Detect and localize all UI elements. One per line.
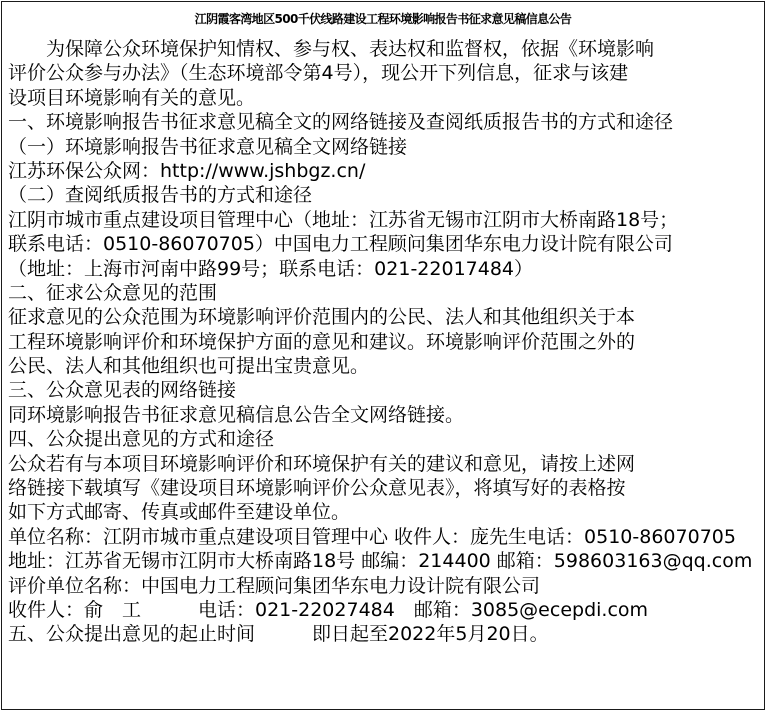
body-line: 评价公众参与办法》（生态环境部令第4号），现公开下列信息，征求与该建 bbox=[8, 62, 629, 85]
notice-title: 江阴霞客湾地区500千伏线路建设工程环境影响报告书征求意见稿信息公告 bbox=[194, 12, 572, 26]
body-line: 络链接下载填写《建设项目环境影响评价公众意见表》，将填写好的表格按 bbox=[8, 477, 626, 500]
body-line: （地址：上海市河南中路99号；联系电话：021-22017484） bbox=[8, 257, 534, 280]
notice-document bbox=[1, 1, 765, 710]
subsection-heading-1-1: （一）环境影响报告书征求意见稿全文网络链接 bbox=[8, 135, 408, 158]
body-line: 设项目环境影响有关的意见。 bbox=[8, 86, 256, 109]
section-heading-5: 五、公众提出意见的起止时间 即日起至2022年5月20日。 bbox=[8, 623, 549, 646]
body-line: 公众若有与本项目环境影响评价和环境保护有关的建议和意见，请按上述网 bbox=[8, 452, 636, 475]
contact-line: 地址：江苏省无锡市江阴市大桥南路18号 邮编：214400 邮箱：598603163@qq.com bbox=[8, 550, 753, 573]
section-heading-4: 四、公众提出意见的方式和途径 bbox=[8, 428, 275, 451]
body-line: 联系电话：0510-86070705）中国电力工程顾问集团华东电力设计院有限公司 bbox=[8, 233, 673, 256]
section-heading-3: 三、公众意见表的网络链接 bbox=[8, 379, 237, 402]
section-heading-1: 一、环境影响报告书征求意见稿全文的网络链接及查阅纸质报告书的方式和途径 bbox=[8, 111, 674, 134]
body-line: 同环境影响报告书征求意见稿信息公告全文网络链接。 bbox=[8, 403, 465, 426]
contact-line: 评价单位名称：中国电力工程顾问集团华东电力设计院有限公司 bbox=[8, 574, 541, 597]
body-line: 如下方式邮寄、传真或邮件至建设单位。 bbox=[8, 501, 351, 524]
body-line: 公民、法人和其他组织也可提出宝贵意见。 bbox=[8, 355, 370, 378]
body-line: 征求意见的公众范围为环境影响评价范围内的公民、法人和其他组织关于本 bbox=[8, 306, 636, 329]
body-line: 江阴市城市重点建设项目管理中心（地址：江苏省无锡市江阴市大桥南路18号； bbox=[8, 208, 679, 231]
website-link-line: 江苏环保公众网：http://www.jshbgz.cn/ bbox=[8, 159, 366, 182]
body-line: 工程环境影响评价和环境保护方面的意见和建议。环境影响评价范围之外的 bbox=[8, 330, 636, 353]
contact-line: 单位名称：江阴市城市重点建设项目管理中心 收件人：庞先生电话：0510-86070705 bbox=[8, 525, 736, 548]
body-line: 为保障公众环境保护知情权、参与权、表达权和监督权，依据《环境影响 bbox=[46, 38, 655, 60]
subsection-heading-1-2: （二）查阅纸质报告书的方式和途径 bbox=[8, 184, 313, 207]
contact-line: 收件人：俞 工 电话：021-22027484 邮箱：3085@ecepdi.com bbox=[8, 598, 649, 621]
notice-body bbox=[8, 37, 760, 647]
section-heading-2: 二、征求公众意见的范围 bbox=[8, 281, 218, 304]
